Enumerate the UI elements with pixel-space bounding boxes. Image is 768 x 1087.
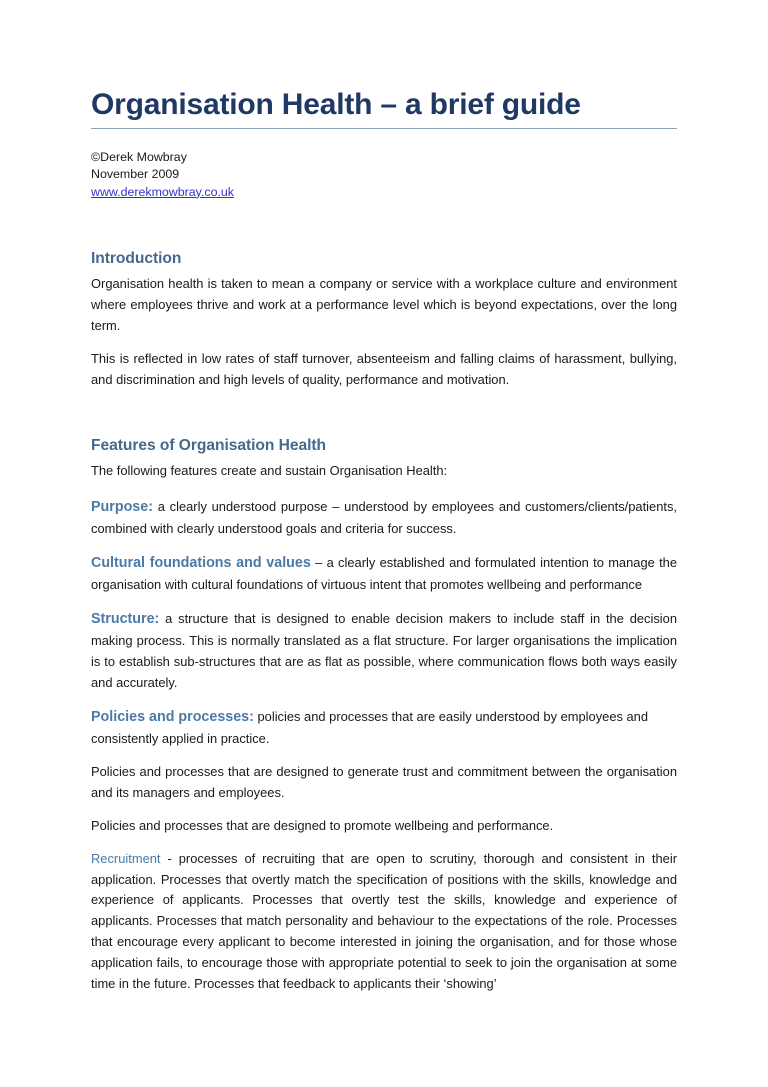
byline-date: November 2009	[91, 167, 180, 182]
byline-author: ©Derek Mowbray	[91, 149, 187, 164]
feature-label-recruitment: Recruitment	[91, 850, 161, 866]
feature-recruitment	[91, 849, 677, 995]
feature-purpose	[91, 496, 677, 540]
feature-text-purpose: a clearly understood purpose – understood by employees and customers/clients/patients, combined with clearly understood goals and criteria for success.	[91, 498, 677, 536]
page-title: Organisation Health – a brief guide	[91, 88, 581, 121]
feature-label-cultural-foundations: Cultural foundations and values	[91, 554, 311, 571]
feature-cultural-foundations	[91, 552, 677, 596]
document-content	[91, 88, 677, 995]
feature-structure	[91, 608, 677, 694]
feature-text-recruitment: - processes of recruiting that are open to scrutiny, thorough and consistent in their application. Processes that overtly match the specification of positions with the skills, knowledge and experience of applicants. Processes that overtly test the skills, knowledge and experience of applicants. Processes that match personality and behaviour to the expectations of the role. Processes that encourage every applicant to become interested in joining the organisation, and for those whose application fails, to encourage those with appropriate potential to seek to join the organisation at some time in the future. Processes that feedback to applicants their ‘showing’	[91, 850, 677, 992]
feature-policies-trust-commitment: Policies and processes that are designed to generate trust and commitment between the organisation and its managers and employees.	[91, 763, 677, 800]
section-heading-features: Features of Organisation Health	[91, 437, 326, 455]
feature-label-purpose: Purpose:	[91, 498, 153, 515]
spacer-before-feature-list	[91, 482, 677, 496]
title-divider	[91, 128, 677, 129]
feature-policies-and-processes	[91, 706, 677, 750]
feature-label-policies-and-processes: Policies and processes:	[91, 708, 254, 725]
byline-block	[91, 149, 677, 202]
introduction-paragraph-1: Organisation health is taken to mean a company or service with a workplace culture and environment where employees thrive and work at a performance level which is beyond expectations, over the long term.	[91, 275, 677, 333]
introduction-paragraph-2: This is reflected in low rates of staff turnover, absenteeism and falling claims of harassment, bullying, and discrimination and high levels of quality, performance and motivation.	[91, 350, 677, 387]
author-website-link[interactable]: www.derekmowbray.co.uk	[91, 184, 234, 199]
feature-label-structure: Structure:	[91, 610, 160, 627]
section-heading-introduction: Introduction	[91, 250, 182, 268]
spacer-before-introduction	[91, 201, 677, 249]
feature-text-policies-and-processes: policies and processes that are easily understood by employees and consistently applied in practice.	[91, 708, 649, 746]
feature-text-structure: a structure that is designed to enable decision makers to include staff in the decision making process. This is normally translated as a flat structure. For larger organisations the implication is to establish sub-structures that are as flat as possible, where communication flows both ways easily and accurately.	[91, 610, 677, 690]
features-intro-paragraph: The following features create and sustain Organisation Health:	[91, 462, 448, 478]
feature-policies-wellbeing-performance: Policies and processes that are designed to promote wellbeing and performance.	[91, 817, 554, 833]
feature-text-cultural-foundations: – a clearly established and formulated intention to manage the organisation with cultural foundations of virtuous intent that promotes wellbeing and performance	[91, 554, 677, 593]
spacer-before-features	[91, 402, 677, 436]
